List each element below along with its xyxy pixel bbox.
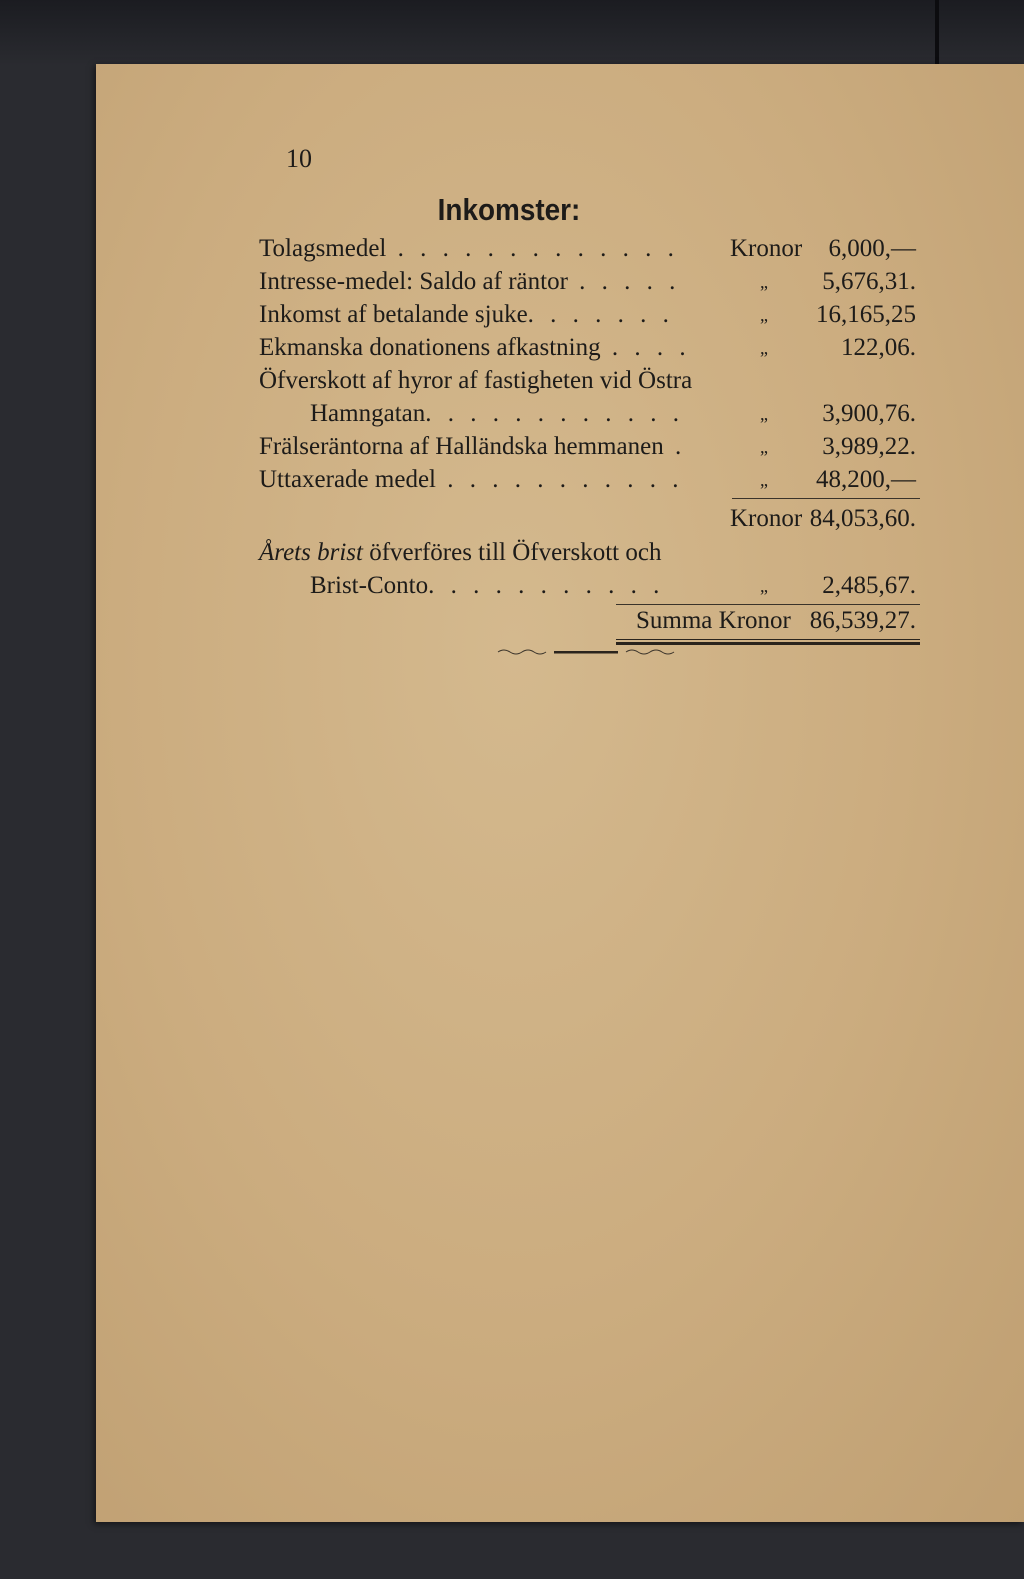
row-ditto-mark: „ [760, 338, 768, 358]
row-amount: 5,676,31. [822, 268, 916, 295]
row-ditto-mark: „ [760, 576, 768, 596]
row-amount: 6,000,— [828, 235, 916, 262]
ledger-row-betalande-sjuke [96, 298, 1024, 332]
page-number: 10 [286, 144, 312, 173]
total-double-rule-bottom [616, 642, 920, 645]
row-label: Tolagsmedel . . . . . . . . . . . . . [259, 235, 679, 262]
row-ditto-mark: „ [760, 470, 768, 490]
row-amount: 3,989,22. [822, 433, 916, 460]
section-heading: Inkomster: [437, 192, 581, 227]
row-amount: 48,200,— [816, 466, 916, 493]
row-label: Årets brist öfverföres till Öfverskott och [259, 539, 662, 566]
row-label: Hamngatan. . . . . . . . . . . . [310, 400, 684, 427]
row-label: Öfverskott af hyror af fastigheten vid Östra [259, 367, 693, 394]
document-page [96, 64, 1024, 1522]
ledger-row-intresse-medel [96, 265, 1024, 299]
total-double-rule-top [616, 639, 920, 640]
row-currency: Kronor [730, 505, 803, 532]
row-label: Uttaxerade medel . . . . . . . . . . . [259, 466, 684, 493]
ledger-row-ofverskott-line1 [96, 364, 1024, 398]
row-amount: 86,539,27. [809, 607, 916, 634]
row-label: Ekmanska donationens afkastning . . . . [259, 334, 691, 361]
row-ditto-mark: „ [760, 404, 768, 424]
ledger-row-tolagsmedel [96, 232, 1024, 266]
row-label: Inkomst af betalande sjuke. . . . . . . [259, 301, 674, 328]
row-label: Brist-Conto. . . . . . . . . . . [310, 572, 665, 599]
row-amount: 16,165,25 [816, 301, 916, 328]
ledger-row-arets-brist-line1 [96, 536, 1024, 570]
row-amount: 3,900,76. [822, 400, 916, 427]
ledger-row-subtotal [96, 502, 1024, 536]
ledger-row-summa [96, 604, 1024, 638]
row-ditto-mark: „ [760, 437, 768, 457]
ledger-row-brist-conto [96, 569, 1024, 603]
subtotal-rule [732, 498, 920, 499]
row-currency: Kronor [730, 235, 803, 262]
scan-edge-line [935, 0, 939, 70]
scan-border [0, 0, 1024, 66]
row-label: Intresse-medel: Saldo af räntor . . . . . [259, 268, 681, 295]
ledger-row-uttaxerade [96, 463, 1024, 497]
ledger-row-hamngatan [96, 397, 1024, 431]
row-currency: Summa Kronor [636, 607, 791, 634]
ornament-divider [496, 648, 676, 656]
ledger-row-ekmanska [96, 331, 1024, 365]
row-amount: 2,485,67. [822, 572, 916, 599]
row-ditto-mark: „ [760, 305, 768, 325]
row-ditto-mark: „ [760, 272, 768, 292]
row-amount: 122,06. [841, 334, 916, 361]
ledger-row-frälseräntorna [96, 430, 1024, 464]
row-label: Frälseräntorna af Halländska hemmanen . [259, 433, 687, 460]
row-amount: 84,053,60. [809, 505, 916, 532]
